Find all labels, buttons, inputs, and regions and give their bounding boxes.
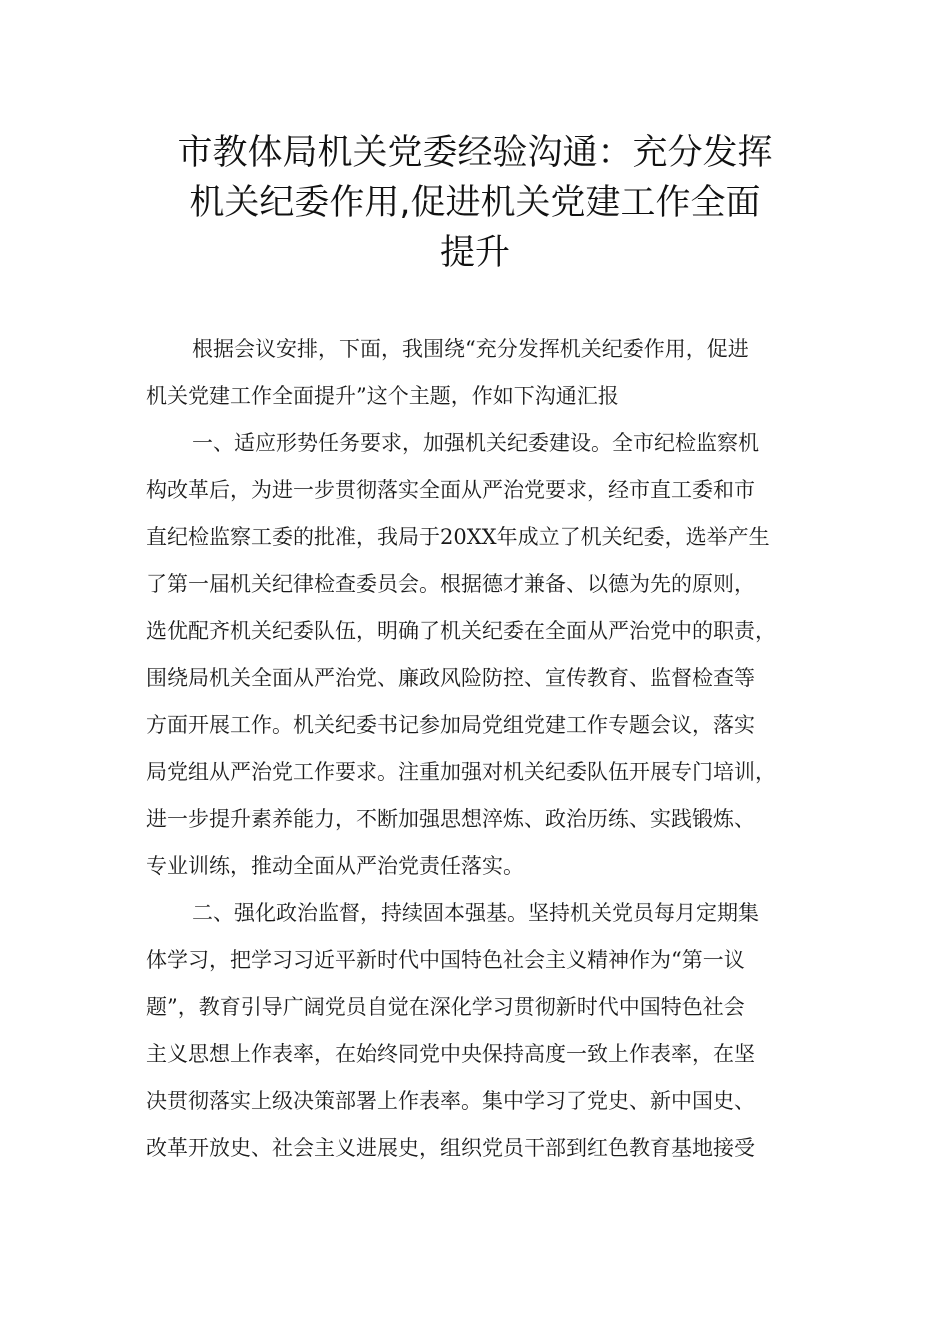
text-line: 局党组从严治党工作要求。注重加强对机关纪委队伍开展专门培训， <box>146 760 776 784</box>
text-line: 专业训练，推动全面从严治党责任落实。 <box>146 854 524 878</box>
text-line: 根据会议安排，下面，我围绕“充分发挥机关纪委作用，促进 <box>192 337 749 361</box>
text-line: 决贯彻落实上级决策部署上作表率。集中学习了党史、新中国史、 <box>146 1089 755 1113</box>
title-line: 市教体局机关党委经验沟通：充分发挥 <box>177 133 773 173</box>
text-line: 题”，教育引导广阔党员自觉在深化学习贯彻新时代中国特色社会 <box>146 995 745 1019</box>
text-line: 进一步提升素养能力，不断加强思想淬炼、政治历练、实践锻炼、 <box>146 807 755 831</box>
text-line: 方面开展工作。机关纪委书记参加局党组党建工作专题会议，落实 <box>146 713 755 737</box>
document-title <box>130 128 820 278</box>
title-line: 提升 <box>439 233 510 273</box>
text-line: 了第一届机关纪律检查委员会。根据德才兼备、以德为先的原则， <box>146 572 755 596</box>
text-line: 构改革后，为进一步贯彻落实全面从严治党要求，经市直工委和市 <box>146 478 755 502</box>
text-line: 一、适应形势任务要求，加强机关纪委建设。全市纪检监察机 <box>192 431 759 455</box>
paragraph-section-two <box>146 890 816 1172</box>
text-line: 体学习，把学习习近平新时代中国特色社会主义精神作为“第一议 <box>146 948 745 972</box>
title-line: 机关纪委作用,促进机关党建工作全面 <box>189 183 761 223</box>
text-line: 直纪检监察工委的批准，我局于20XX年成立了机关纪委，选举产生 <box>146 525 770 549</box>
text-line: 改革开放史、社会主义进展史，组织党员干部到红色教育基地接受 <box>146 1136 755 1160</box>
text-line: 二、强化政治监督，持续固本强基。坚持机关党员每月定期集 <box>192 901 759 925</box>
paragraph-intro <box>146 326 816 420</box>
text-line: 机关党建工作全面提升”这个主题，作如下沟通汇报 <box>146 384 619 408</box>
paragraph-section-one <box>146 420 816 890</box>
text-line: 选优配齐机关纪委队伍，明确了机关纪委在全面从严治党中的职责， <box>146 619 776 643</box>
text-line: 主义思想上作表率，在始终同党中央保持高度一致上作表率，在坚 <box>146 1042 755 1066</box>
text-line: 围绕局机关全面从严治党、廉政风险防控、宣传教育、监督检查等 <box>146 666 755 690</box>
document-body <box>146 326 816 1172</box>
